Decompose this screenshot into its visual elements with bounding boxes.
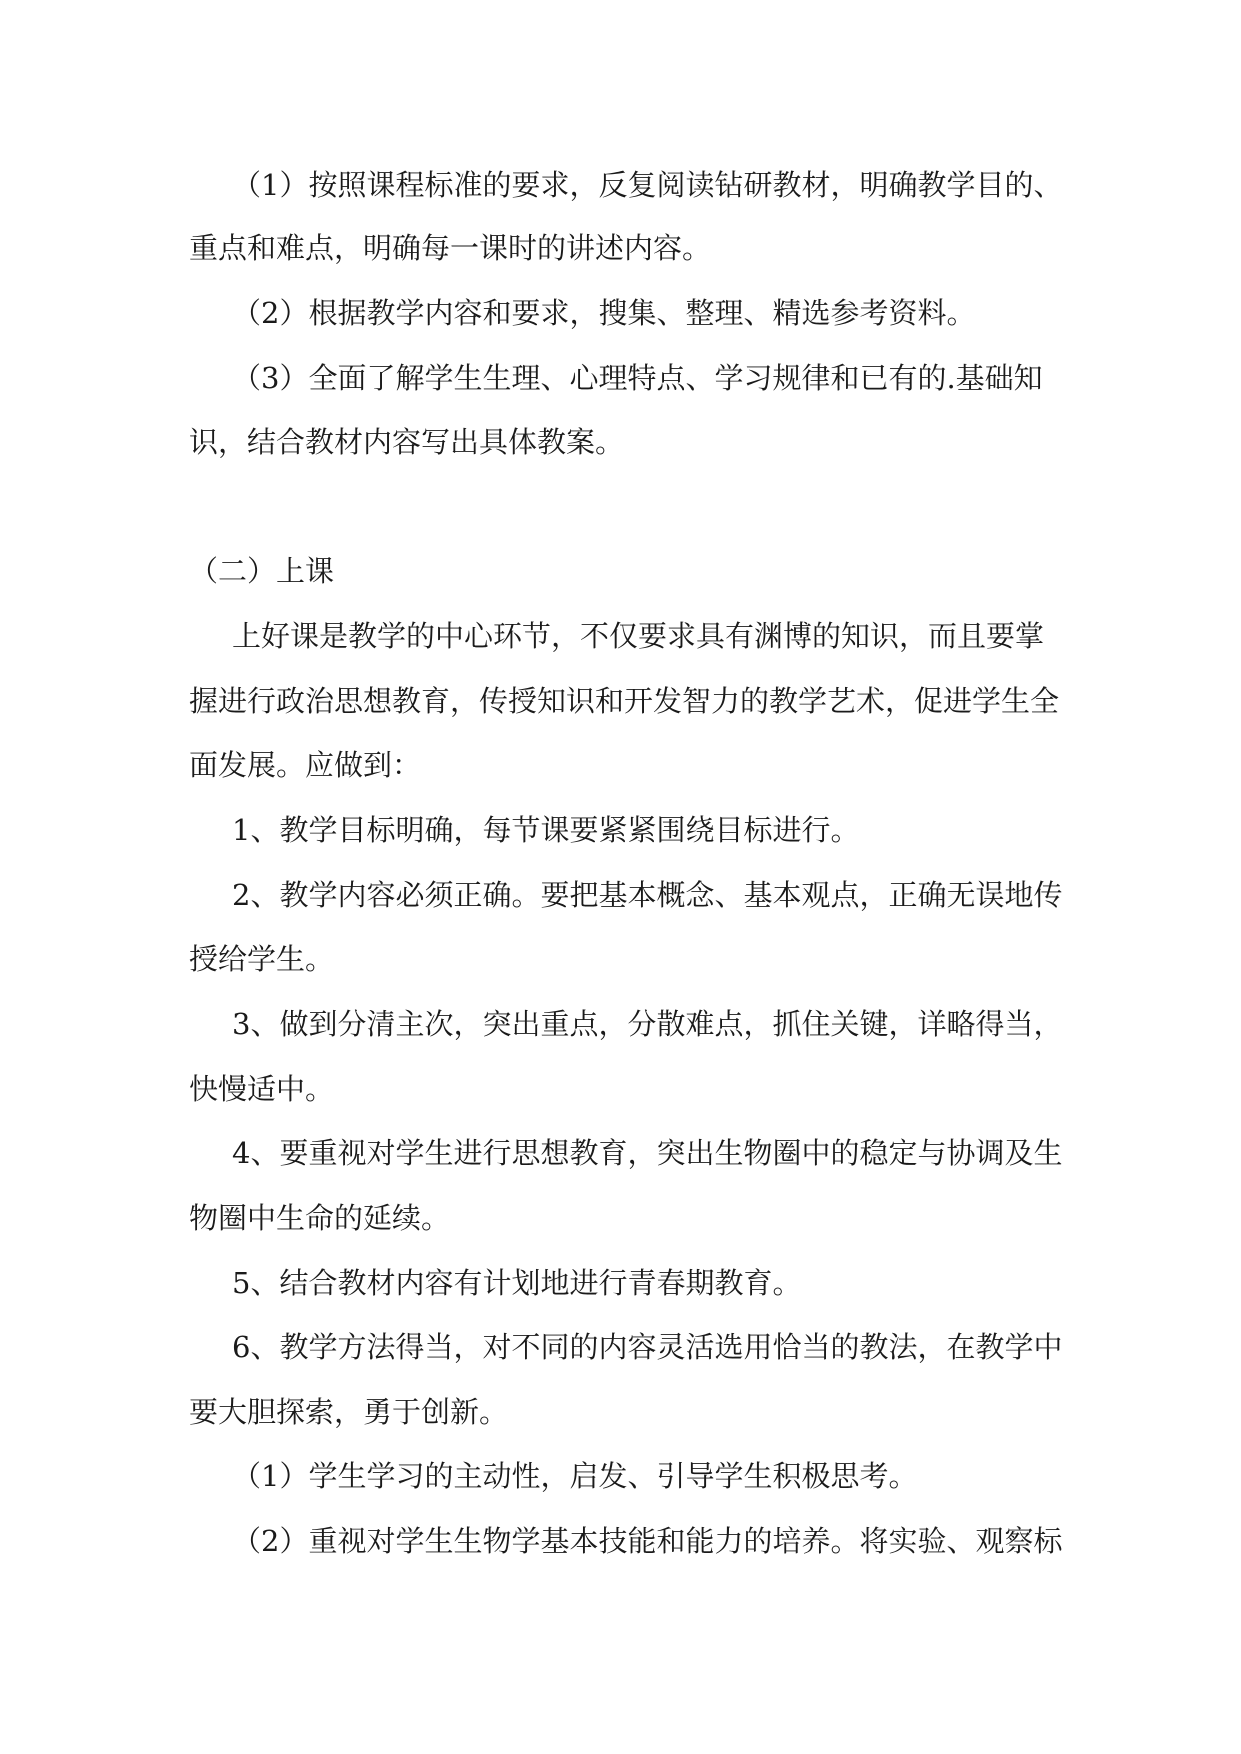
text-line: 3、做到分清主次，突出重点，分散难点，抓住关键，详略得当， [232, 1007, 1063, 1041]
text-line: 6、教学方法得当，对不同的内容灵活选用恰当的教法，在教学中 [232, 1330, 1063, 1364]
text-line: （1）按照课程标准的要求，反复阅读钻研教材，明确教学目的、 [232, 168, 1063, 202]
text-line: 面发展。应做到： [189, 748, 422, 782]
text-line: 上好课是教学的中心环节，不仅要求具有渊博的知识，而且要掌 [232, 619, 1045, 653]
section-heading: （二）上课 [189, 554, 335, 588]
text-line: 要大胆探索，勇于创新。 [189, 1395, 509, 1429]
text-line: 重点和难点，明确每一课时的讲述内容。 [189, 231, 712, 265]
text-line: 授给学生。 [189, 942, 335, 976]
text-line: 1、教学目标明确，每节课要紧紧围绕目标进行。 [232, 813, 860, 847]
text-line: 5、结合教材内容有计划地进行青春期教育。 [232, 1266, 802, 1300]
text-line: （3）全面了解学生生理、心理特点、学习规律和已有的.基础知 [232, 361, 1043, 395]
text-line: （1）学生学习的主动性，启发、引导学生积极思考。 [232, 1459, 918, 1493]
text-line: （2）重视对学生生物学基本技能和能力的培养。将实验、观察标 [232, 1524, 1063, 1558]
text-line: 物圈中生命的延续。 [189, 1201, 451, 1235]
text-line: 快慢适中。 [189, 1072, 335, 1106]
text-line: 握进行政治思想教育，传授知识和开发智力的教学艺术，促进学生全 [189, 684, 1060, 718]
text-line: 识，结合教材内容写出具体教案。 [189, 425, 625, 459]
text-line: 4、要重视对学生进行思想教育，突出生物圈中的稳定与协调及生 [232, 1136, 1063, 1170]
text-line: 2、教学内容必须正确。要把基本概念、基本观点，正确无误地传 [232, 878, 1063, 912]
text-line: （2）根据教学内容和要求，搜集、整理、精选参考资料。 [232, 296, 976, 330]
